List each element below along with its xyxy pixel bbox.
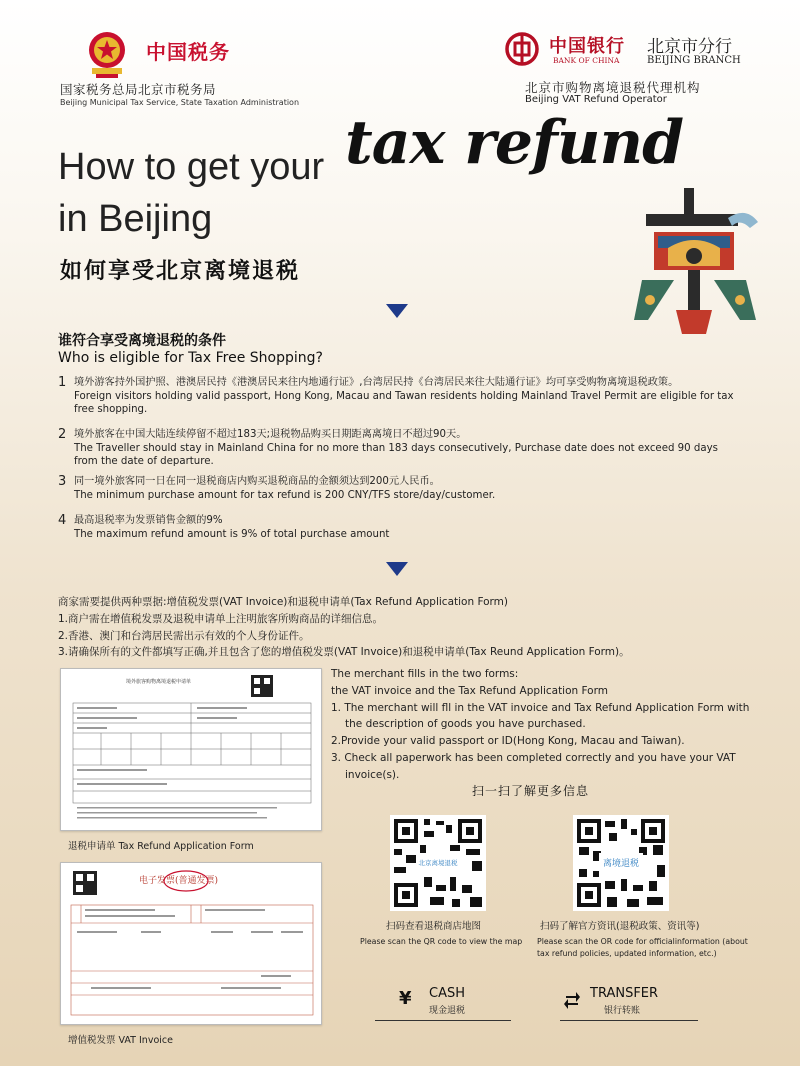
bank-of-china-logo	[505, 28, 755, 108]
tax-org-name-en: Beijing Municipal Tax Service, State Taxation Administration	[60, 98, 300, 107]
merchant-intro-cn: 商家需要提供两种票据:增值税发票(VAT Invoice)和退税申请单(Tax Refund Application Form)	[58, 596, 509, 608]
merchant-intro-en: the VAT invoice and the Tax Refund Application Form	[331, 684, 608, 697]
transfer-arrows-icon	[564, 990, 580, 1010]
eligibility-heading-en: Who is eligible for Tax Free Shopping?	[58, 350, 323, 366]
merchant-step-cn: 3.请确保所有的文件都填写正确,并且包含了您的增值税发票(VAT Invoice)和退税申请单(Tax Reund Application Form)。	[58, 646, 630, 658]
invoice-doc-title: 电子发票(普通发票)	[139, 876, 219, 886]
transfer-label-en: TRANSFER	[590, 986, 659, 1001]
national-emblem-icon	[82, 28, 132, 80]
boc-emblem-icon	[505, 32, 539, 66]
rule-number: 3	[58, 474, 67, 489]
invoice-caption: 增值税发票 VAT Invoice	[68, 1035, 173, 1046]
rule-text-en: The Traveller should stay in Mainland China for no more than 183 days consecutively, Purchase date does not exceed 90 days from the date of departure.	[74, 442, 718, 467]
merchant-step-en: 3. Check all paperwork has been completed correctly and you have your VAT	[331, 751, 736, 764]
branch-name-cn: 北京市分行	[647, 37, 732, 57]
rule-text-cn: 最高退税率为发票销售金额的9%	[74, 515, 223, 526]
form-doc-title: 境外旅客购物离境退税申请单	[126, 679, 192, 685]
rule-text-en: The maximum refund amount is 9% of total purchase amount	[74, 528, 390, 540]
beijing-character-illustration	[628, 188, 760, 336]
qr2-caption-cn: 扫码了解官方资讯(退税政策、资讯等)	[540, 921, 700, 932]
store-map-qr-code[interactable]	[390, 815, 486, 911]
rule-text-cn: 同一境外旅客同一日在同一退税商店内购买退税商品的金额须达到200元人民币。	[74, 476, 440, 487]
tax-bureau-logo	[60, 22, 300, 112]
merchant-step-en: the description of goods you have purchased.	[345, 718, 586, 731]
merchant-step-en: 2.Provide your valid passport or ID(Hong Kong, Macau and Taiwan).	[331, 735, 685, 748]
merchant-step-cn: 2.香港、澳门和台湾居民需出示有效的个人身份证件。	[58, 630, 310, 642]
rule-text-cn: 境外旅客在中国大陆连续停留不超过183天;退税物品购买日期距离离境日不超过90天。	[74, 429, 467, 440]
bank-name-cn: 中国银行	[549, 36, 625, 57]
transfer-underline	[560, 1020, 698, 1021]
cash-underline	[375, 1020, 511, 1021]
bank-name-en: BANK OF CHINA	[553, 56, 620, 65]
qr2-caption-en: Please scan the OR code for officialinformation (about tax refund policies, updated information, etc.)	[537, 937, 748, 958]
title-cn: 如何享受北京离境退税	[60, 259, 301, 284]
yen-icon: ¥	[399, 988, 412, 1009]
official-info-qr-code[interactable]	[573, 815, 669, 911]
rule-text-en: Foreign visitors holding valid passport, Hong Kong, Macau and Tawan residents holding Mainland Travel Permit are eligible for tax free shopping.	[74, 390, 734, 415]
tax-refund-form-image	[60, 668, 322, 831]
qr1-caption-en: Please scan the QR code to view the map	[360, 937, 523, 946]
transfer-label-cn: 银行转账	[604, 1006, 641, 1016]
operator-name-cn: 北京市购物离境退税代理机构	[525, 80, 701, 95]
cash-label-cn: 现金退税	[429, 1006, 466, 1016]
title-line-1: How to get your	[58, 146, 325, 188]
merchant-step-en: 1. The merchant will fll in the VAT invoice and Tax Refund Application Form with	[331, 701, 750, 714]
rule-number: 1	[58, 375, 67, 390]
rule-number: 2	[58, 427, 67, 442]
rule-text-cn: 境外游客持外国护照、港澳居民持《港澳居民来往内地通行证》,台湾居民持《台湾居民来往大陆通行证》均可享受购物离境退税政策。	[74, 377, 679, 388]
title-line-2: in Beijing	[58, 198, 213, 240]
qr1-overlay-label: 北京离境退税	[418, 859, 458, 867]
merchant-instructions-en	[331, 666, 751, 784]
form-caption: 退税申请单 Tax Refund Application Form	[68, 841, 254, 852]
qr2-overlay-label: 离境退税	[602, 859, 640, 869]
vat-invoice-image	[60, 862, 322, 1025]
rule-text-en: The minimum purchase amount for tax refund is 200 CNY/TFS store/day/customer.	[74, 489, 496, 501]
cash-label-en: CASH	[429, 986, 465, 1001]
down-arrow-icon	[386, 304, 408, 318]
qr1-caption-cn: 扫码查看退税商店地图	[386, 921, 482, 932]
transfer-refund-option	[560, 986, 698, 1022]
merchant-step-en: invoice(s).	[345, 768, 400, 781]
rule-number: 4	[58, 513, 67, 528]
branch-name-en: BEIJING BRANCH	[647, 55, 741, 66]
merchant-intro-en: The merchant fills in the two forms:	[331, 668, 519, 680]
operator-name-en: Beijing VAT Refund Operator	[525, 94, 667, 105]
tax-org-name-cn: 国家税务总局北京市税务局	[60, 82, 217, 97]
title-script: tax refund	[345, 108, 684, 178]
scan-title: 扫一扫了解更多信息	[472, 784, 590, 798]
tax-brand-name: 中国税务	[146, 40, 230, 64]
merchant-step-cn: 1.商户需在增值税发票及退税申请单上注明旅客所购商品的详细信息。	[58, 613, 384, 625]
down-arrow-icon	[386, 562, 408, 576]
cash-refund-option	[375, 986, 511, 1022]
eligibility-heading-cn: 谁符合享受离境退税的条件	[58, 333, 226, 349]
